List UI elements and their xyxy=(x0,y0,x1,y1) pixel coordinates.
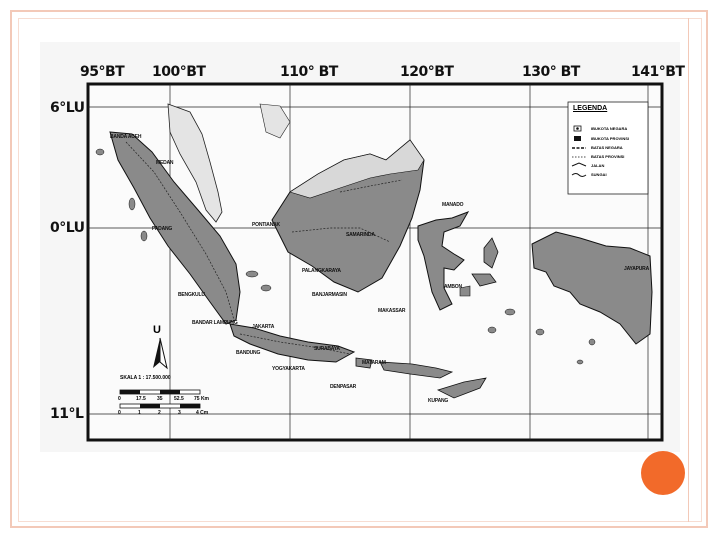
city-label: JAKARTA xyxy=(252,324,275,330)
scale-cm-1: 1 xyxy=(138,410,141,416)
lon-label-120: 120°BT xyxy=(400,64,454,80)
slide-right-rule xyxy=(688,18,689,522)
city-label: BANDUNG xyxy=(236,350,261,356)
lat-label-0lu: 0°LU xyxy=(50,220,85,236)
scale-km-2: 35 xyxy=(157,396,163,402)
legend-item-province-border: BATAS PROVINSI xyxy=(591,154,625,159)
city-label: MANADO xyxy=(442,202,464,208)
scale-km-0: 0 xyxy=(118,396,121,402)
city-label: PONTIANAK xyxy=(252,222,280,228)
city-label: AMBON xyxy=(444,284,462,290)
lon-label-95: 95°BT xyxy=(80,64,125,80)
scale-cm-0: 0 xyxy=(118,410,121,416)
city-label: MAKASSAR xyxy=(378,308,406,314)
city-label: SURABAYA xyxy=(314,346,340,352)
legend-item-province-capital: IBUKOTA PROVINSI xyxy=(591,136,630,141)
city-label: JAYAPURA xyxy=(624,266,649,272)
scale-km-4: 75 Km xyxy=(194,396,210,402)
scale-text: SKALA 1 : 17.500.000 xyxy=(120,375,171,381)
lon-label-100: 100°BT xyxy=(152,64,206,80)
city-label: BANDA ACEH xyxy=(110,134,142,140)
city-label: MATARAM xyxy=(362,360,386,366)
indonesia-map xyxy=(40,42,685,452)
lon-label-130: 130° BT xyxy=(522,64,580,80)
north-label: U xyxy=(153,324,161,336)
scale-km-3: 52.5 xyxy=(174,396,184,402)
city-label: BENGKULU xyxy=(178,292,205,298)
lat-label-6lu: 6°LU xyxy=(50,100,85,116)
legend-item-national-border: BATAS NEGARA xyxy=(591,145,623,150)
city-label: YOGYAKARTA xyxy=(272,366,305,372)
scale-cm-3: 3 xyxy=(178,410,181,416)
city-label: SAMARINDA xyxy=(346,232,375,238)
scale-cm-4: 4 Cm xyxy=(196,410,209,416)
scale-cm-2: 2 xyxy=(158,410,161,416)
city-label: MEDAN xyxy=(156,160,174,166)
scale-km-1: 17.5 xyxy=(136,396,146,402)
lon-label-110: 110° BT xyxy=(280,64,338,80)
city-label: DENPASAR xyxy=(330,384,357,390)
lat-label-11l: 11°L xyxy=(50,406,84,422)
lon-label-141: 141°BT xyxy=(631,64,685,80)
map-drawing xyxy=(40,42,680,452)
legend-title: LEGENDA xyxy=(573,105,608,112)
legend-item-river: SUNGAI xyxy=(591,172,607,177)
city-label: PADANG xyxy=(152,226,173,232)
city-label: BANJARMASIN xyxy=(312,292,347,298)
accent-circle xyxy=(641,451,685,495)
legend-item-road: JALAN xyxy=(591,163,605,168)
city-label: PALANGKARAYA xyxy=(302,268,341,274)
legend-item-capital: IBUKOTA NEGARA xyxy=(591,126,628,131)
city-label: KUPANG xyxy=(428,398,449,404)
city-label: BANDAR LAMPUNG xyxy=(192,320,238,326)
